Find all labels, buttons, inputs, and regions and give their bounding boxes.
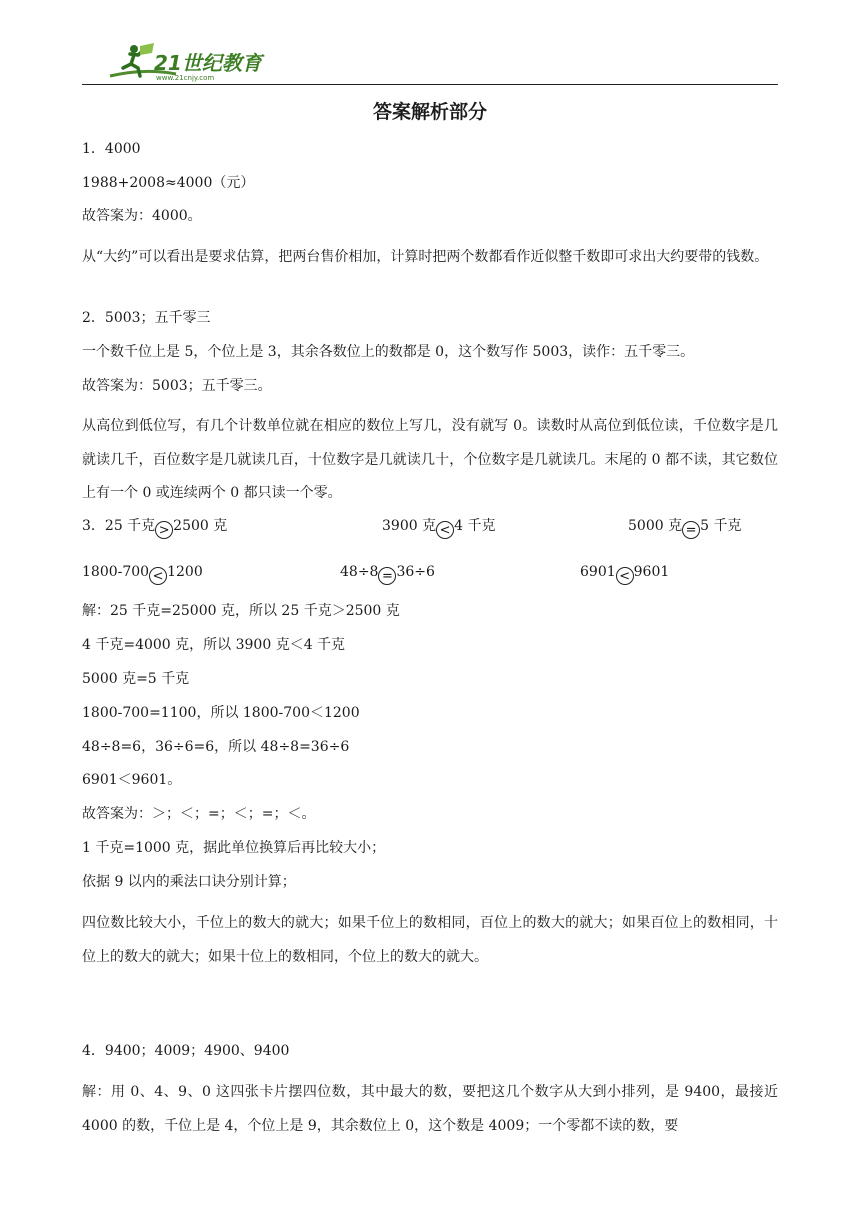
comparison-item: 6901 < 9601 bbox=[580, 564, 670, 584]
q3-line: 5000 克=5 千克 bbox=[82, 671, 190, 687]
q3-line: 6901＜9601。 bbox=[82, 772, 182, 788]
q1-line: 故答案为：4000。 bbox=[82, 208, 202, 224]
q3-line: 4 千克=4000 克，所以 3900 克＜4 千克 bbox=[82, 637, 346, 653]
comparison-item: 5000 克 = 5 千克 bbox=[628, 518, 742, 538]
compare-symbol: = bbox=[378, 567, 396, 585]
site-logo bbox=[104, 40, 274, 84]
compare-symbol: < bbox=[616, 567, 634, 585]
q3-line: 依据 9 以内的乘法口诀分别计算； bbox=[82, 874, 296, 890]
comparison-item: 3．25 千克 > 2500 克 bbox=[82, 518, 228, 538]
svg-text:21世纪教育: 21世纪教育 bbox=[154, 51, 262, 75]
q4-answer: 4．9400；4009；4900、9400 bbox=[82, 1043, 290, 1059]
q1-line: 1988+2008≈4000（元） bbox=[82, 175, 255, 191]
q1-answer: 1．4000 bbox=[82, 141, 141, 157]
q2-line: 一个数千位上是 5，个位上是 3，其余各数位上的数都是 0，这个数写作 5003，读作：五千零三。 bbox=[82, 344, 695, 360]
page-title: 答案解析部分 bbox=[372, 101, 487, 123]
q3-line: 48÷8=6，36÷6=6，所以 48÷8=36÷6 bbox=[82, 739, 350, 755]
compare-symbol: < bbox=[149, 567, 167, 585]
compare-symbol: = bbox=[682, 521, 700, 539]
comparison-item: 1800-700 < 1200 bbox=[82, 564, 203, 584]
q1-explanation: 从“大约”可以看出是要求估算，把两台售价相加，计算时把两个数都看作近似整千数即可求出大约要带的钱数。 bbox=[82, 249, 769, 265]
q2-line: 故答案为：5003；五千零三。 bbox=[82, 378, 272, 394]
header-rule bbox=[82, 84, 778, 85]
comparison-item: 48÷8 = 36÷6 bbox=[340, 564, 435, 584]
comparison-item: 3900 克 < 4 千克 bbox=[382, 518, 496, 538]
q3-line: 1 千克=1000 克，据此单位换算后再比较大小； bbox=[82, 840, 386, 856]
q2-explanation: 从高位到低位写，有几个计数单位就在相应的数位上写几，没有就写 0。读数时从高位到低位读，千位数字是几就读几千，百位数字是几就读几百，十位数字是几就读几十，个位数字是几就读几。末尾的 0 都不读，其它数位上有一个 0 或连续两个 0 都只读一个零。 bbox=[82, 418, 778, 501]
q2-answer: 2．5003；五千零三 bbox=[82, 310, 211, 326]
q3-line: 故答案为：＞；＜；=；＜；=；＜。 bbox=[82, 806, 316, 822]
compare-symbol: < bbox=[436, 521, 454, 539]
compare-symbol: > bbox=[155, 521, 173, 539]
svg-text:www.21cnjy.com: www.21cnjy.com bbox=[156, 74, 215, 82]
q3-line: 1800-700=1100，所以 1800-700＜1200 bbox=[82, 705, 360, 721]
q4-explanation: 解：用 0、4、9、0 这四张卡片摆四位数，其中最大的数，要把这几个数字从大到小排列，是 9400，最接近 4000 的数，千位上是 4，个位上是 9，其余数位上 0，这个数是 4009；一个零都不读的数，要 bbox=[82, 1084, 778, 1134]
q3-explanation: 四位数比较大小，千位上的数大的就大；如果千位上的数相同，百位上的数大的就大；如果百位上的数相同，十位上的数大的就大；如果十位上的数相同，个位上的数大的就大。 bbox=[82, 915, 778, 965]
q3-line: 解：25 千克=25000 克，所以 25 千克＞2500 克 bbox=[82, 603, 400, 619]
